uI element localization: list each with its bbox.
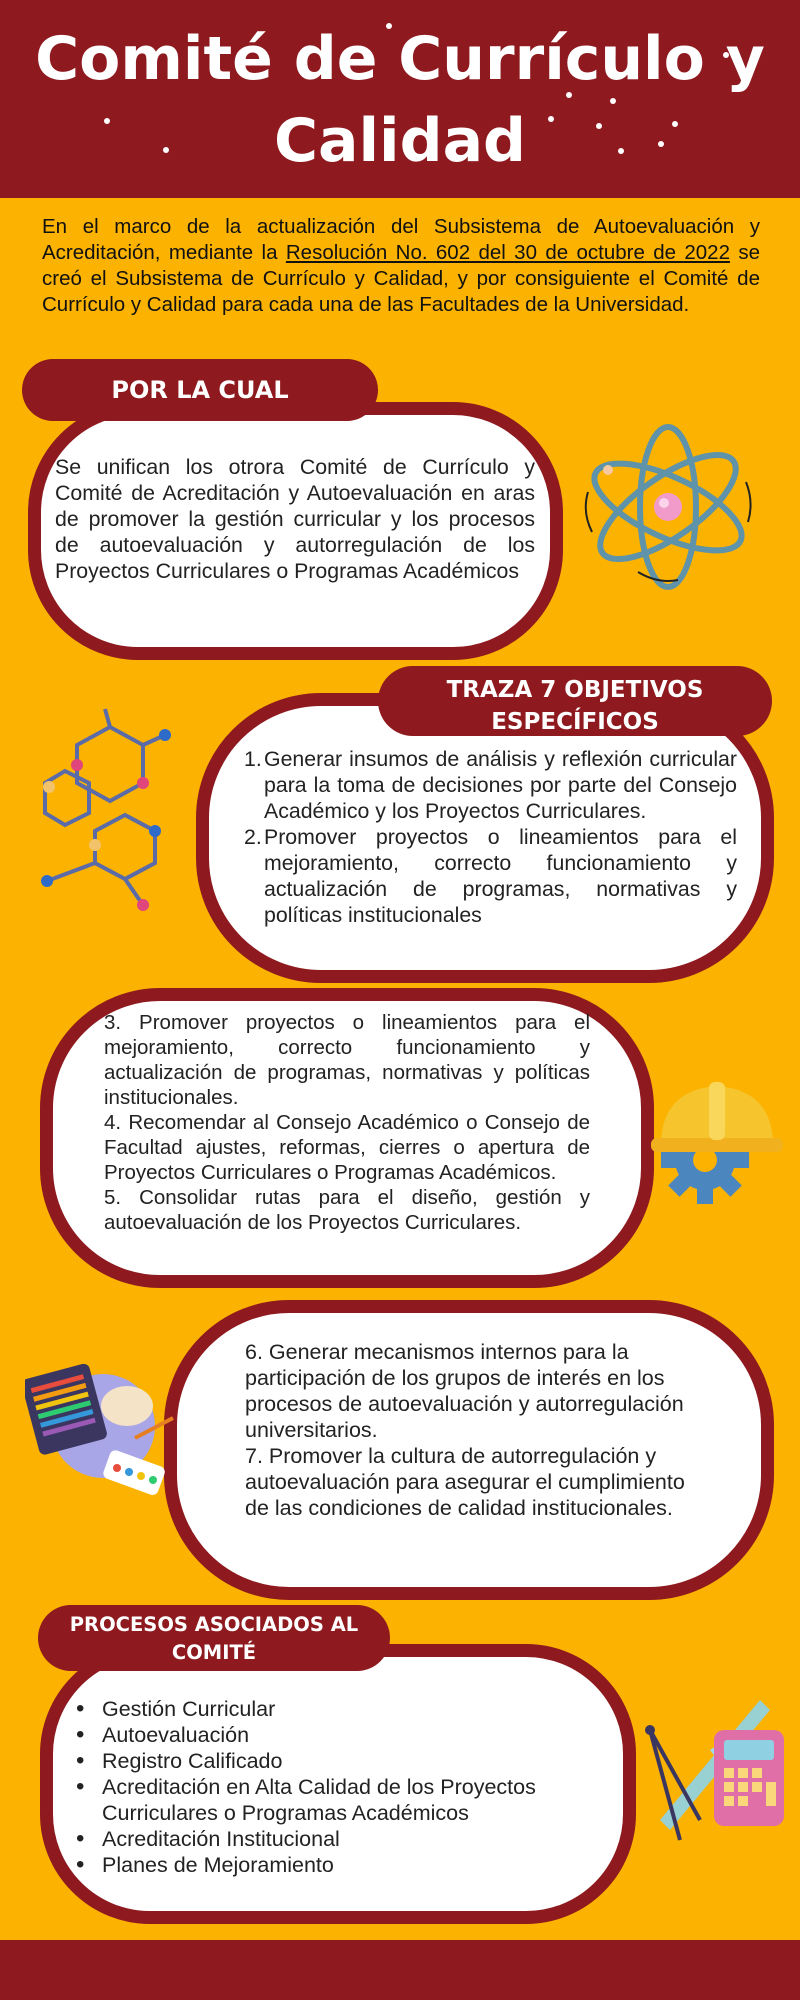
molecule-icon [35,705,185,915]
list-item: 7. Promover la cultura de autorregulación y autoevaluación para asegurar el cumplimiento de las condiciones de calidad institucionales. [245,1444,685,1520]
list-item: • Gestión Curricular [72,1696,612,1722]
section1-text: Se unifican los otrora Comité de Currículo y Comité de Acreditación y Autoevaluación en aras de promover la gestión curricular y los procesos de autoevaluación y autorregulación de los Proyectos Curriculares o Programas Académicos [55,455,535,583]
section2-label-line1: TRAZA 7 OBJETIVOS [446,677,704,703]
list-item-number: 1. [244,747,262,771]
list-item: • Registro Calificado [72,1748,612,1774]
list-item-text: Promover proyectos o lineamientos para el mejoramiento, correcto funcionamiento y actualización de programas, normativas y políticas institucionales [264,825,737,927]
page-title-line1: Comité de Currículo y [35,24,765,94]
atom-icon [578,422,758,592]
intro-text-part2: se creó el Subsistema de Currículo y Calidad, y por consiguiente el Comité de Currículo y Calidad para cada una de las Facultades de la Universidad. [42,241,760,316]
list-item [244,824,737,928]
section1-label-text: POR LA CUAL [111,376,289,404]
art-palette-icon [25,1358,175,1508]
section5-label-line1: PROCESOS ASOCIADOS AL [69,1613,359,1636]
page-title-line2: Calidad [273,106,527,176]
section1-label [22,359,378,421]
objectives-list-1 [244,746,737,928]
hard-hat-gear-icon [645,1070,785,1220]
resolution-link[interactable]: Resolución No. 602 del 30 de octubre de 2022 [285,241,730,264]
list-item: • Acreditación en Alta Calidad de los Proyectos Curriculares o Programas Académicos [72,1774,612,1826]
section5-label [38,1605,390,1671]
header-banner [0,0,800,198]
processes-list [72,1696,612,1878]
section2-label-line2: ESPECÍFICOS [491,709,659,735]
list-item: 3. Promover proyectos o lineamientos para el mejoramiento, correcto funcionamiento y actualización de programas, normativas y políticas institucionales. [104,1011,590,1109]
footer-bar [0,1940,800,2000]
page-title [0,18,800,182]
list-item: • Autoevaluación [72,1722,612,1748]
list-item: 5. Consolidar rutas para el diseño, gestión y autoevaluación de los Proyectos Curriculares. [104,1186,590,1234]
section2-label [378,666,772,736]
objectives-list-3 [245,1339,705,1521]
intro-paragraph [42,214,760,318]
list-item [244,746,737,824]
list-item-number: 2. [244,825,262,849]
list-item: 6. Generar mecanismos internos para la participación de los grupos de interés en los procesos de autoevaluación y autorregulación universitarios. [245,1340,684,1442]
list-item: • Planes de Mejoramiento [72,1852,612,1878]
section5-label-line2: COMITÉ [171,1641,257,1664]
list-item: 4. Recomendar al Consejo Académico o Consejo de Facultad ajustes, reformas, cierres o apertura de Proyectos Curriculares o Programas Académicos. [104,1111,590,1184]
list-item-text: Generar insumos de análisis y reflexión curricular para la toma de decisiones por parte del Consejo Académico y los Proyectos Curriculares. [264,747,737,823]
objectives-list-2 [104,1010,590,1235]
list-item: • Acreditación Institucional [72,1826,612,1852]
calculator-tools-icon [640,1690,790,1850]
intro-text-part1: En el marco de la actualización del Subsistema de Autoevaluación y Acreditación, mediante la [42,215,760,264]
